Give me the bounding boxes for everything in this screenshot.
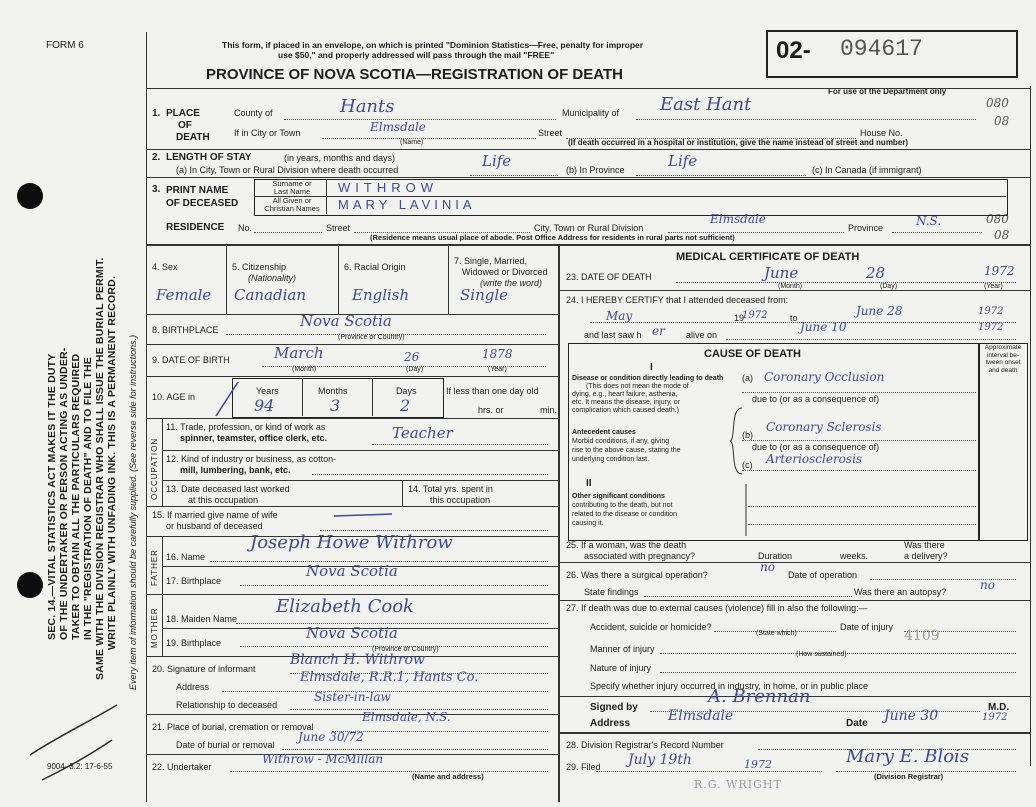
cause-b-value[interactable]: Coronary Sclerosis — [766, 420, 882, 434]
rule — [636, 175, 806, 176]
direct-cause-label: Disease or condition directly leading to death (This does not mean the mode of dying, e.g., heart failure, asthenia, etc. It means the disease, injury, or complication which caused death.) — [572, 375, 724, 414]
age-hours-label: hrs. or — [478, 405, 504, 415]
caption: (Name) — [400, 139, 424, 146]
item-number: 1. — [152, 108, 161, 119]
rule — [162, 536, 163, 594]
marital-status-label: 7. Single, Married, Widowed or Divorced (write the word) — [454, 256, 548, 288]
rule — [162, 480, 558, 481]
rule — [372, 444, 548, 445]
rule — [742, 440, 976, 441]
sign-year-value[interactable]: 1972 — [982, 712, 1008, 723]
duration-label: Duration — [758, 551, 793, 561]
item-number: 3. — [152, 184, 161, 195]
death-day-value[interactable]: 28 — [866, 264, 886, 282]
pregnancy-label: 25. If a woman, was the death associated with pregnancy? — [566, 540, 696, 561]
alive-year[interactable]: 1972 — [978, 322, 1004, 333]
burial-place-label: 21. Place of burial, cremation or removal — [152, 722, 314, 732]
municipality-label: Municipality of — [562, 108, 620, 118]
rule — [338, 246, 339, 314]
sign-date-label: Date — [846, 718, 868, 729]
rule — [644, 596, 852, 597]
city-value[interactable]: Elmsdale — [370, 120, 426, 134]
registrar-signature[interactable]: Mary E. Blois — [846, 746, 970, 767]
manner-label: Manner of injury — [590, 644, 655, 654]
residence-no-label: No. — [238, 223, 253, 233]
industry-label: 12. Kind of industry or business, as cotton- mill, lumbering, bank, etc. — [166, 454, 337, 475]
rule — [240, 585, 548, 586]
alive-date-value[interactable]: June 10 — [800, 320, 847, 334]
age-years-value[interactable]: 94 — [254, 396, 275, 415]
rule — [560, 290, 1030, 291]
due-to-label: due to (or as a consequence of) — [752, 442, 880, 452]
county-label: County of — [234, 108, 273, 118]
informant-signature-value[interactable]: Blanch H. Withrow — [290, 652, 425, 668]
place-of-death-label: PLACE OF DEATH — [166, 108, 210, 143]
filed-label: 29. Filed — [566, 762, 601, 772]
operation-date-label: Date of operation — [788, 570, 858, 580]
cause-a-value[interactable]: Coronary Occlusion — [764, 370, 885, 384]
dept-code: 080 — [986, 212, 1009, 226]
page-title: PROVINCE OF NOVA SCOTIA—REGISTRATION OF DEATH — [206, 66, 623, 83]
cause-of-death-title: CAUSE OF DEATH — [704, 348, 801, 360]
delivery-label: Was there a delivery? — [904, 540, 948, 561]
rule — [226, 246, 227, 314]
rule — [162, 450, 558, 451]
racial-origin-value[interactable]: English — [352, 286, 410, 304]
rule — [146, 418, 558, 419]
father-name-label: 16. Name — [166, 552, 206, 562]
rule — [636, 119, 976, 120]
informant-signature-label: 20. Signature of informant — [152, 664, 256, 674]
rule — [660, 672, 1016, 673]
mother-section-label: MOTHER — [150, 607, 159, 648]
residence-street-label: Street — [326, 223, 351, 233]
county-value[interactable]: Hants — [340, 96, 395, 117]
md-label: M.D. — [988, 702, 1010, 713]
dept-code: 080 — [986, 96, 1009, 110]
rule — [162, 594, 163, 656]
registration-number-box: 02- 094617 — [766, 30, 1018, 78]
rule — [302, 378, 303, 416]
rule — [162, 418, 163, 506]
residence-city-label: City, Town or Rural Division — [534, 223, 644, 233]
death-month-value[interactable]: June — [764, 264, 799, 282]
registrar-stamp: R.G. WRIGHT — [694, 778, 782, 791]
residence-city-value[interactable]: Elmsdale — [710, 212, 766, 226]
caption: (How sustained) — [796, 651, 847, 658]
form-code: 9004–3.2: 17-6-55 — [47, 762, 113, 771]
burial-date-label: Date of burial or removal — [176, 740, 275, 750]
caption: (Year) — [984, 283, 1003, 290]
dept-code: 08 — [994, 114, 1010, 128]
cause-c-marker: (c) — [742, 460, 753, 470]
part-one-label: I — [650, 362, 653, 373]
residence-province-label: Province — [848, 223, 884, 233]
rule — [560, 732, 1030, 734]
rule — [676, 282, 1016, 283]
attended-from-year[interactable]: 1972 — [742, 310, 768, 321]
spouse-label: 15. If married give name of wife or husband of deceased — [152, 510, 278, 531]
frame-right — [1030, 86, 1031, 766]
dob-day-value[interactable]: 26 — [404, 350, 420, 364]
mother-maiden-name-value[interactable]: Elizabeth Cook — [276, 596, 414, 617]
months-header: Months — [318, 386, 348, 396]
rule — [146, 376, 558, 377]
length-of-stay-label: LENGTH OF STAY — [166, 152, 252, 163]
sex-value[interactable]: Female — [156, 286, 212, 304]
code-stamp: 4109 — [904, 628, 940, 644]
municipality-value[interactable]: East Hant — [660, 94, 752, 115]
rule — [320, 530, 548, 531]
residence-province-value[interactable]: N.S. — [916, 214, 942, 228]
rule — [560, 600, 1030, 601]
rule — [230, 771, 548, 772]
registration-number: 094617 — [840, 36, 923, 62]
attended-to-value[interactable]: June 28 — [856, 304, 903, 318]
rule — [332, 731, 548, 732]
caption: (Year) — [488, 366, 507, 373]
caption: (Province or Country) — [338, 334, 405, 341]
father-birthplace-label: 17. Birthplace — [166, 576, 222, 586]
sex-label: 4. Sex — [152, 262, 178, 272]
alive-on-label: alive on — [686, 330, 718, 340]
marital-status-value[interactable]: Single — [460, 286, 509, 304]
spouse-dash-mark — [330, 504, 400, 524]
hospital-note: (If death occurred in a hospital or institution, give the name instead of street and number) — [568, 138, 909, 147]
age-months-value[interactable]: 3 — [330, 396, 341, 415]
city-label: If in City or Town — [234, 128, 301, 138]
rule — [146, 177, 1030, 178]
record-number-label: 28. Division Registrar's Record Number — [566, 740, 724, 750]
stay-sub-label: (in years, months and days) — [284, 153, 396, 163]
binder-hole-icon — [17, 572, 43, 598]
caption: (Province or Country) — [372, 646, 439, 653]
specify-label: Specify whether injury occurred in industry, in home, or in public place — [590, 681, 868, 691]
print-name-label: PRINT NAME OF DECEASED — [166, 185, 239, 209]
stay-province-label: (b) In Province — [566, 165, 625, 175]
surgical-value[interactable]: no — [760, 560, 775, 574]
rule — [146, 149, 1030, 150]
cause-c-value[interactable]: Arteriosclerosis — [766, 452, 863, 466]
caption: (Month) — [778, 283, 803, 290]
trade-value[interactable]: Teacher — [392, 424, 453, 442]
last-saw-pronoun[interactable]: er — [652, 324, 665, 338]
to-label: to — [790, 313, 798, 323]
stay-canada-label: (c) In Canada (if immigrant) — [812, 165, 922, 175]
stay-city-label: (a) In City, Town or Rural Division where death occurred — [176, 165, 399, 175]
undertaker-value[interactable]: Withrow - McMillan — [262, 752, 384, 766]
rule — [402, 480, 403, 506]
nature-label: Nature of injury — [590, 663, 652, 673]
part-two-label: II — [586, 478, 592, 489]
rule — [146, 594, 558, 595]
rule — [312, 474, 548, 475]
date-of-birth-label: 9. DATE OF BIRTH — [152, 355, 230, 365]
trade-label: 11. Trade, profession, or kind of work as spinner, teamster, office clerk, etc. — [166, 422, 328, 443]
age-note: If less than one day old — [446, 386, 539, 396]
informant-address-label: Address — [176, 682, 210, 692]
antecedent-causes-label: Antecedent causes Morbid conditions, if any, giving rise to the above cause, stating the underlying condition last. — [572, 429, 681, 463]
citizenship-label: 5. Citizenship (Nationality) — [232, 262, 297, 283]
dept-code: 08 — [994, 228, 1010, 242]
rule — [146, 344, 558, 345]
days-header: Days — [396, 386, 417, 396]
state-findings-label: State findings — [584, 587, 639, 597]
rule — [726, 339, 1016, 340]
autopsy-label: Was there an autopsy? — [854, 587, 947, 597]
rule — [146, 88, 1030, 89]
street-label: Street — [538, 128, 563, 138]
father-name-value[interactable]: Joseph Howe Withrow — [250, 532, 453, 553]
signed-by-label: Signed by — [590, 702, 638, 713]
death-year-value[interactable]: 1972 — [984, 264, 1015, 278]
years-header: Years — [256, 386, 279, 396]
form-label: FORM 6 — [46, 40, 84, 51]
binder-hole-icon — [17, 183, 43, 209]
rule — [322, 138, 536, 139]
scribble-mark — [22, 700, 132, 800]
certify-label: 24. I HEREBY CERTIFY that I attended deceased from: — [566, 295, 789, 305]
age-min-label: min. — [540, 405, 558, 415]
cause-b-marker: (b) — [742, 430, 753, 440]
dob-month-value[interactable]: March — [274, 344, 324, 362]
injury-date-label: Date of injury — [840, 622, 894, 632]
rule — [596, 771, 822, 772]
birthplace-value[interactable]: Nova Scotia — [300, 312, 392, 330]
mother-maiden-name-label: 18. Maiden Name — [166, 614, 238, 624]
caption: (Day) — [406, 366, 424, 373]
total-years-label: 14. Total yrs. spent in this occupation — [408, 484, 493, 505]
rule — [282, 749, 548, 750]
informant-address-value[interactable]: Elmsdale, R.R.1, Hants Co. — [300, 670, 479, 685]
burial-place-value[interactable]: Elmsdale, N.S. — [362, 710, 451, 724]
caption: (Day) — [880, 283, 898, 290]
accident-label: Accident, suicide or homicide? — [590, 622, 712, 632]
autopsy-value[interactable]: no — [980, 578, 995, 592]
rule — [742, 470, 976, 471]
caption: (Division Registrar) — [874, 772, 944, 781]
age-unit-mark — [212, 378, 242, 420]
due-to-label: due to (or as a consequence of) — [752, 394, 880, 404]
residence-label: RESIDENCE — [166, 222, 225, 233]
given-label: All Given or Christian Names — [264, 196, 320, 213]
relationship-value[interactable]: Sister-in-law — [314, 690, 391, 704]
rule — [146, 714, 558, 715]
mother-birthplace-value[interactable]: Nova Scotia — [306, 624, 398, 642]
rule — [254, 232, 322, 233]
residence-note: (Residence means usual place of abode. Post Office Address for residents in rural parts not sufficient) — [370, 233, 735, 242]
other-bracket — [730, 482, 750, 538]
caption: (Month) — [292, 366, 317, 373]
rule — [748, 524, 976, 525]
rule — [892, 232, 982, 233]
date-of-death-label: 23. DATE OF DEATH — [566, 272, 652, 282]
mother-birthplace-label: 19. Birthplace — [166, 638, 222, 648]
house-label: House No. — [860, 128, 903, 138]
physician-address-value[interactable]: Elmsdale — [668, 708, 734, 724]
caption: (Name and address) — [412, 772, 484, 781]
other-conditions-label: Other significant conditions contributing to the death, but not related to the disease or condition causing it. — [572, 493, 678, 527]
medical-certificate-title: MEDICAL CERTIFICATE OF DEATH — [676, 251, 860, 263]
stay-province-value[interactable]: Life — [668, 152, 698, 170]
relationship-label: Relationship to deceased — [176, 700, 278, 710]
given-names-value[interactable]: MARY LAVINIA — [338, 197, 476, 212]
burial-date-value[interactable]: June 30/72 — [298, 730, 364, 744]
rule — [748, 506, 976, 507]
rule — [372, 378, 373, 416]
physician-signature[interactable]: A. Brennan — [708, 686, 811, 707]
occupation-section-label: OCCUPATION — [150, 437, 159, 500]
stay-city-value[interactable]: Life — [482, 152, 512, 170]
surgical-label: 26. Was there a surgical operation? — [566, 570, 708, 580]
instructions-note: Every item of information should be carefully supplied. (See reverse side for instructions.) — [128, 334, 138, 690]
item-number: 2. — [152, 152, 161, 163]
interval-label: Approximate interval be- tween onset and death — [984, 344, 1022, 374]
column-divider — [558, 246, 560, 802]
filed-year-value[interactable]: 1972 — [744, 758, 772, 771]
physician-address-label: Address — [590, 718, 631, 729]
rule — [560, 562, 1030, 563]
surname-label: Surname or Last Name — [272, 179, 312, 196]
attended-to-year[interactable]: 1972 — [978, 306, 1004, 317]
external-causes-label: 27. If death was due to external causes (violence) fill in also the following:— — [566, 603, 868, 613]
birthplace-label: 8. BIRTHPLACE — [152, 325, 219, 335]
rule — [742, 392, 976, 393]
mail-notice: This form, if placed in an envelope, on which is printed "Dominion Statistics—Free, penalty for improper use $50," and properly addressed will pass through the mail "FREE" — [222, 40, 644, 60]
rule — [448, 246, 449, 314]
frame-left — [146, 32, 147, 802]
last-saw-label: and last saw h — [584, 330, 642, 340]
caption: (State which) — [756, 630, 797, 637]
surname-value[interactable]: WITHROW — [338, 180, 438, 195]
last-worked-label: 13. Date deceased last worked at this occupation — [166, 484, 290, 505]
cause-a-marker: (a) — [742, 373, 753, 383]
rule — [470, 175, 558, 176]
citizenship-value[interactable]: Canadian — [234, 286, 307, 304]
attended-from-value[interactable]: May — [606, 309, 633, 323]
weeks-label: weeks. — [840, 551, 869, 561]
year-prefix: 19 — [734, 313, 745, 323]
sign-date-value[interactable]: June 30 — [884, 708, 939, 724]
father-birthplace-value[interactable]: Nova Scotia — [306, 562, 398, 580]
age-days-value[interactable]: 2 — [400, 396, 411, 415]
rule — [146, 244, 1030, 246]
age-label: 10. AGE in — [152, 392, 196, 402]
racial-origin-label: 6. Racial Origin — [344, 262, 406, 272]
dob-year-value[interactable]: 1878 — [482, 347, 513, 361]
undertaker-label: 22. Undertaker — [152, 762, 212, 772]
father-section-label: FATHER — [150, 549, 159, 586]
department-use-label: For use of the Department only — [828, 87, 947, 96]
filed-date-value[interactable]: July 19th — [628, 752, 692, 768]
